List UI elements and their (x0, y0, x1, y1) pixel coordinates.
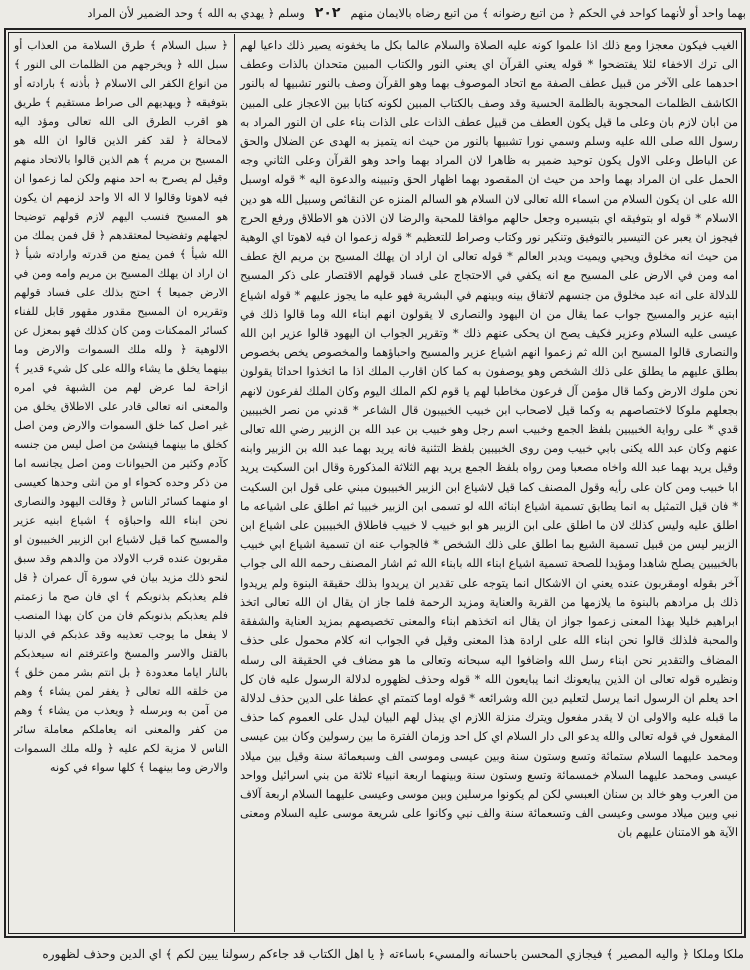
page-frame (4, 28, 746, 938)
main-commentary-text: الغيب فيكون معجزا ومع ذلك اذا علموا كونه عليه الصلاة والسلام عالما بكل ما يخفونه يصير ذلك داعيا لهم الى ترك الاخفاء لئلا يفتضحوا * قوله يعني القرآن اي يعني النور والكتاب المبين متحدان بالذات وعطف احدهما على الآخر من قبيل عطف الصفة مع اتحاد الموصوف بهما وهو القرآن وصف بالنور تشبيها له بالنور الكاشف الظلمات المحجوبة بالظلمة الحسية وقد وصف بالكتاب المبين لكونه كتابا بين الاعجاز على المبين من ابان لازم بان وعلى ما قيل يكون العطف من قبيل عطف الذات على الذات بناء على ان النور المراد به رسول الله صلى الله عليه وسلم وسمي نورا تشبيها بالنور من حيث انه يتميز به الهدى عن الضلال والحق عن الباطل وعلى الاول يكون توحيد ضمير به ظاهرا لان المراد بهما واحد وهو القرآن وعلى الثاني وجه الحمل على ان المراد بهما واحد من حيث ان المقصود بهما اظهار الحق وتبيينه والدعوة اليه * قوله اوسبل الله على ان يكون السلام من اسماء الله تعالى لان السلام هو السالم المنزه عن النقائص وسبيل الله هو دين الاسلام * قوله او بتوفيقه اي بتيسيره وجعل حالهم موافقا للمحبة والرضا لان الاذن هو الاطلاق ورفع الحرج فيجوز ان يعبر عن التيسير بالتوفيق وتنكير نور وكتاب وصراط للتعظيم * قوله زعموا ان فيه لاهوتا اي الوهية من حيث انه مخلوق ويحيي ويميت ويدبر العالم * قوله تعالى ان اراد ان يهلك المسيح بن مريم الخ عطف امه ومن في الارض على المسيح مع انه يكفي في الاحتجاج على فساد قولهم الاقتصار على ذكر المسيح للدلالة على انه عبد مخلوق من جنسهم لاتفاق بينه وبينهم في البشرية فهو عليه ما يجوز عليهم * قوله اشياع ابنيه عزير والمسيح جواب عما يقال من ان اليهود والنصارى لا يقولون انهم ابناء الله وما قالوا ذلك في عيسى عليه السلام وعزير فكيف يصح ان يحكى عنهم ذلك * وتقرير الجواب ان اليهود قالوا عزير ابن الله والنصارى قالوا المسيح ابن الله ثم زعموا انهم اشياع عزير والمسيح واحباؤهما والمخصوص يخص بخصوص بطلق عليهم ما يطلق على ذلك الشخص وهو يوصفون به كما كان اقارب الملك اذا ما اتخذوا احداثا يقولون نحن ملوك الارض وكما قال مؤمن آل فرعون مخاطبا لهم يا قوم لكم الملك اليوم وكان الملك لفرعون لانهم بجعلهم ملوكا لاختصاصهم به وكما قيل لاصحاب ابن خبيب الخبيبون قال الشاعر * قدني من نصر الخبيبين قدي * على رواية الخبيبين بلفظ الجمع وخبيب اسم رجل وهو خبيب بن عبد الله بن الزبير رضي الله تعالى عنهم وكان عبد الله يكنى بابي خبيب ومن روى الخبيبين بلفظ التثنية فانه يريد بهما عبد الله بن الزبير وابنه وقيل يريد بهما عبد الله واخاه مصعبا ومن رواه بلفظ الجمع يريد بهم الثلاثة المذكورة وقال ابن السكيت يريد ابا خبيب ومن كان على رأيه وقول المصنف كما قيل لاشياع ابن الزبير الخبيبون مبني على قول ابن السكيت * فان قيل التمثيل به انما يطابق تسمية اشياع ابنائه الله لو تسمى ابن الزبير خبيبا ثم اطلق على اشياعه ما اطلق عليه وليس كذلك لان ما اطلق على ابن الزبير هو ابو خبيب لا خبيب فاطلاق الخبيبين على اشياع ابن الزبير ليس من قبيل تسمية الشيع بما اطلق على ذلك الشخص * فالجواب عنه ان تسمية اشياع ابي خبيب بالخبيبين يصلح شاهدا ومؤيدا للصحة تسمية اشياع ابناء الله بابناء الله ثم اشار المصنف رحمه الله الى جواب آخر بقوله اومقربون عنده يعني ان الاشكال انما يتوجه على تقدير ان يريدوا بذلك حقيقة البنوة ولم يريدوا ذلك بل مرادهم بالبنوة ما يلازمها من القربة والعناية ومزيد الرحمة فلما جاز ان يقال ان الله تعالى اتخذ ابراهيم خليلا بهذا المعنى زعموا جواز ان يقال انه اتخذهم ابناء والمعنى تخصيصهم بمزيد العناية والشفقة والمحبة فلذلك قالوا نحن ابناء الله على ارادة هذا المعنى وقيل في الجواب انه كلام محمول على حذف المضاف والتقدير نحن ابناء رسل الله واضافوا اليه سبحانه وتعالى ما هو مضاف في الحقيقة الى رسله ونظيره قوله تعالى ان الذين يبايعونك انما يبايعون الله * قوله وحذف لظهوره لدلالة الرسول عليه فان كل احد يعلم ان الرسول انما يرسل لتعليم دين الله وشرائعه * قوله اوما كتمتم اي عطفا على الدين حذف لدلالة ما قبله عليه والاولى ان لا يقدر مفعول ويترك منزلة اللازم اي يبذل لهم البيان ليدل على العموم كما حذف المفعول في قوله تعالى والله يدعو الى دار السلام اي كل احد وزمان الفترة ما بين رسولين وكان بين عيسى ومحمد عليهما السلام ستمائة وتسع وستون سنة وبين عيسى وموسى الف وسبعمائة سنة وقيل بين ميلاد عيسى ومحمد عليهما السلام خمسمائة وتسع وستون سنة وبينهما اربعة انبياء ثلاثة من بني اسرائيل وواحد من العرب وهو خالد بن سنان العبسي لكن لم يكونوا مرسلين وبين موسى وعيسى عليهما السلام اربعة آلاف نبي وبين ميلاد موسى وعيسى الف وتسعمائة سنة والف نبي وكانوا على شريعة موسى عليه السلام ومعنى الآية هو الامتنان عليهم بان (240, 39, 738, 840)
header-running-text-right: وسلم ﴿ يهدي به الله ﴾ وحد الضمير لأن المراد (87, 6, 305, 20)
margin-tafsir-text: ﴿ سبل السلام ﴾ طرق السلامة من العذاب أو سبل الله ﴿ ويخرجهم من الظلمات الى النور ﴾ من انواع الكفر الى الاسلام ﴿ بأذنه ﴾ بارادته أو بتوفيقه ﴿ ويهديهم الى صراط مستقيم ﴾ طريق هو اقرب الطرق الى الله تعالى ومؤد اليه لامحالة ﴿ لقد كفر الذين قالوا ان الله هو المسيح بن مريم ﴾ هم الذين قالوا بالاتحاد منهم وقيل لم يصرح به احد منهم ولكن لما زعموا ان فيه لاهوتا وقالوا لا اله الا واحد لزمهم ان يكون هو المسيح فنسب اليهم لازم قولهم توضيحا لجهلهم وتفضيحا لمعتقدهم ﴿ قل فمن يملك من الله شيأ ﴾ فمن يمنع من قدرته وارادته شيأ ﴿ ان اراد ان يهلك المسيح بن مريم وامه ومن في الارض جميعا ﴾ احتج بذلك على فساد قولهم وتقريره ان المسيح مقدور مقهور قابل للفناء كسائر الممكنات ومن كان كذلك فهو بمعزل عن الالوهية ﴿ ولله ملك السموات والارض وما بينهما يخلق ما يشاء والله على كل شيء قدير ﴾ ازاحة لما عرض لهم من الشبهة في امره والمعنى انه تعالى قادر على الاطلاق يخلق من غير اصل كما خلق السموات والارض ومن اصل كخلق ما بينهما فينشئ من اصل ليس من جنسه كآدم وكثير من الحيوانات ومن اصل يجانسه اما من ذكر وحده كحواء او من انثى وحدها كعيسى او منهما كسائر الناس ﴿ وقالت اليهود والنصارى نحن ابناء الله واحباؤه ﴾ اشياع ابنيه عزير والمسيح كما قيل لاشياع ابن الزبير الخبيبون او مقربون عنده قرب الاولاد من والدهم وقد سبق لنحو ذلك مزيد بيان في سورة آل عمران ﴿ قل فلم يعذبكم بذنوبكم ﴾ اي فان صح ما زعمتم فلم يعذبكم بذنوبكم فان من كان بهذا المنصب لا يفعل ما يوجب تعذيبه وقد عذبكم في الدنيا بالقتل والاسر والمسخ واعترفتم انه سيعذبكم بالنار اياما معدودة ﴿ بل انتم بشر ممن خلق ﴾ من خلقه الله تعالى ﴿ يغفر لمن يشاء ﴾ وهم من آمن به وبرسله ﴿ ويعذب من يشاء ﴾ وهم من كفر والمعنى انه يعاملكم معاملة سائر الناس لا مزية لكم عليه ﴿ ولله ملك السموات والارض وما بينهما ﴾ كلها سواء في كونه (14, 39, 228, 774)
margin-tafsir-column (14, 36, 228, 930)
header-running-text-left: بهما واحد أو لأنهما كواحد في الحكم ﴿ من اتبع رضوانه ﴾ من اتبع رضاه بالايمان منهم (350, 6, 746, 20)
main-commentary-column (240, 36, 738, 930)
page-footer-text: ملكا وملكا ﴿ واليه المصير ﴾ فيجازي المحسن باحسانه والمسيء باساءته ﴿ يا اهل الكتاب قد جاءكم رسولنا يبين لكم ﴾ اي الدين وحذف لظهوره (42, 947, 744, 961)
column-divider (234, 34, 235, 932)
page-header (4, 0, 746, 26)
page-number: ٢٠٢ (314, 5, 341, 21)
